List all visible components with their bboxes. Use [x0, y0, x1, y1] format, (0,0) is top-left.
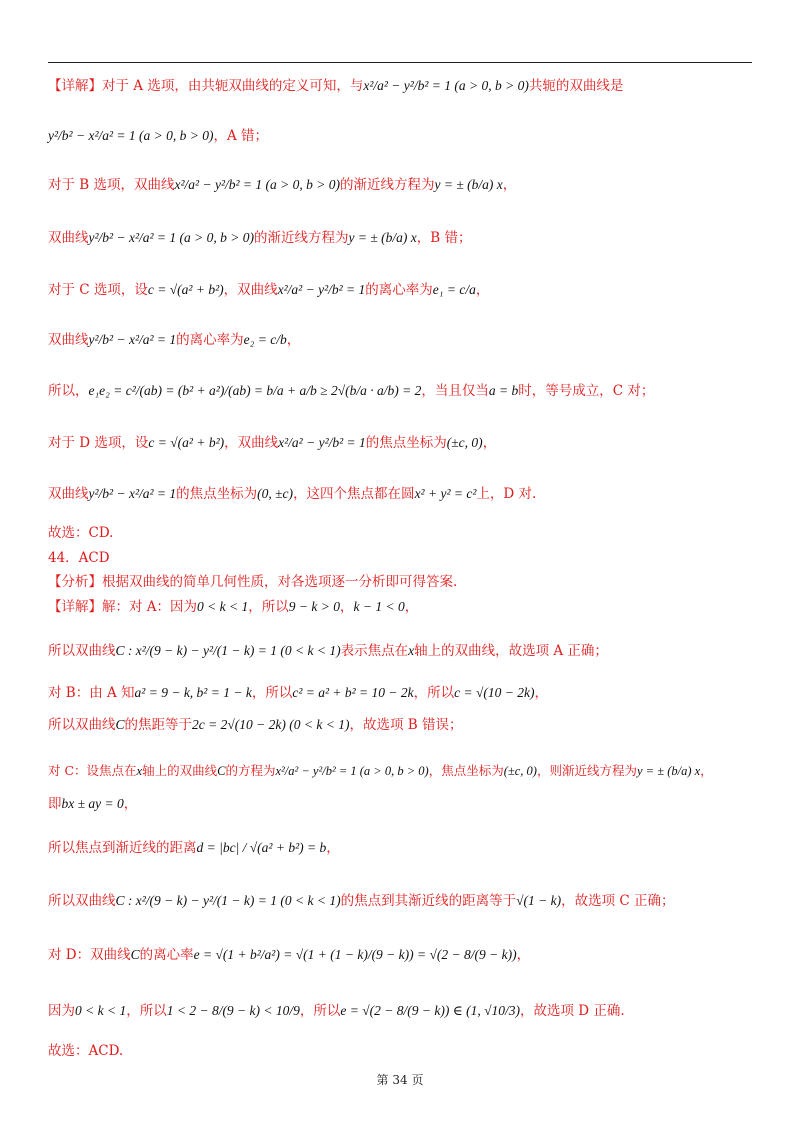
formula: e = √(2 − 8/(9 − k)) ∈ (1, √10/3): [340, 1003, 521, 1018]
text: ，所以: [126, 1003, 167, 1019]
text: ，所以: [251, 685, 293, 701]
formula: x²/a² − y²/b² = 1 (a > 0, b > 0): [363, 78, 529, 93]
text: ，: [700, 763, 713, 778]
text: ，故选项 B 错误；: [349, 717, 463, 733]
formula: y²/b² − x²/a² = 1: [88, 486, 177, 501]
q44-option-d-line-1: [48, 945, 530, 965]
q44-option-b-line-2: [48, 715, 462, 735]
text: ，: [516, 947, 531, 963]
q44-option-c-line-2: [48, 794, 137, 814]
formula: x: [136, 764, 143, 778]
q43-detail-line-7: [48, 381, 654, 401]
formula: y = ± (b/a) x: [348, 230, 417, 245]
text: 对 B：由 A 知: [48, 685, 135, 701]
text: 轴上的双曲线: [142, 763, 218, 778]
header-rule: [48, 62, 752, 63]
text: 所以焦点到渐近线的距离: [48, 840, 197, 856]
formula: 0 < k < 1: [75, 1003, 127, 1018]
text: ，双曲线: [223, 282, 278, 298]
q44-number: 44．ACD: [48, 550, 110, 566]
q43-detail-line-1: [48, 76, 623, 96]
text: ，所以: [248, 599, 289, 615]
formula: a² = 9 − k, b² = 1 − k: [134, 685, 252, 700]
text: ，故选项 D 正确.: [520, 1003, 625, 1019]
text: ，: [326, 840, 340, 856]
formula: y = ± (b/a) x: [434, 177, 503, 192]
formula: C: [217, 764, 226, 778]
text: 的焦点到其渐近线的距离等于: [340, 893, 517, 909]
text: ，双曲线: [224, 435, 279, 451]
q43-detail-line-6: [48, 330, 300, 350]
text: 轴上的双曲线，故选项 A 正确；: [414, 643, 608, 659]
text: 解：对 A：因为: [102, 599, 198, 615]
text: ，: [534, 685, 549, 701]
detail-tag: 【详解】: [48, 78, 102, 94]
formula: y²/b² − x²/a² = 1 (a > 0, b > 0): [88, 230, 254, 245]
formula: x: [408, 643, 415, 658]
formula: 1 < 2 − 8/(9 − k) < 10/9: [166, 1003, 300, 1018]
text: ，: [123, 796, 138, 812]
analysis-tag: 【分析】: [48, 574, 102, 590]
formula: (±c, 0): [503, 764, 537, 778]
formula: e₁e₂ = c²/(ab) = (b² + a²)/(ab) = b/a + a/b ≥ 2√(b/a · a/b) = 2: [88, 383, 422, 398]
text: 对于 B 选项，双曲线: [48, 177, 175, 193]
formula: a = b: [488, 383, 519, 398]
q44-detail-line-1: [48, 597, 418, 617]
q43-detail-line-8: [48, 433, 496, 453]
text: 所以，: [48, 383, 89, 399]
q44-option-d-line-2: [48, 1001, 625, 1021]
formula: 9 − k > 0: [288, 599, 340, 614]
formula: C: [130, 947, 140, 962]
text: ，则渐近线方程为: [536, 763, 637, 778]
formula: C : x²/(9 − k) − y²/(1 − k) = 1 (0 < k < 1): [115, 643, 341, 658]
text: 对 D：双曲线: [48, 947, 131, 963]
text: 的渐近线方程为: [253, 230, 349, 246]
text: 对于 A 选项，由共轭双曲线的定义可知，与: [102, 78, 364, 94]
q43-detail-line-4: [48, 228, 471, 248]
q43-detail-line-9: [48, 484, 536, 504]
formula: 2c = 2√(10 − 2k) (0 < k < 1): [192, 717, 350, 732]
text: ，所以: [413, 685, 455, 701]
text: 所以双曲线: [48, 717, 116, 733]
formula: C: [115, 717, 125, 732]
formula: c = √(a² + b²): [147, 282, 224, 297]
text: 所以双曲线: [48, 893, 116, 909]
formula: (±c, 0): [446, 435, 483, 450]
formula: y = ± (b/a) x: [636, 764, 701, 778]
text: 因为: [48, 1003, 75, 1019]
text: 的方程为: [225, 763, 276, 778]
q44-option-c-line-4: [48, 891, 675, 911]
formula: √(1 − k): [516, 893, 562, 908]
formula: e = √(1 + b²/a²) = √(1 + (1 − k)/(9 − k)) = √(2 − 8/(9 − k)): [193, 947, 517, 962]
text: 所以双曲线: [48, 643, 116, 659]
text: 的离心率为: [365, 282, 433, 298]
formula: x²/a² − y²/b² = 1 (a > 0, b > 0): [275, 764, 429, 778]
q44-option-c-line-1: [48, 761, 713, 781]
text: 对于 D 选项，设: [48, 435, 149, 451]
text: 的离心率: [139, 947, 194, 963]
formula: x²/a² − y²/b² = 1: [277, 282, 366, 297]
formula: y²/b² − x²/a² = 1 (a > 0, b > 0): [48, 128, 214, 143]
text: 的焦距等于: [124, 717, 193, 733]
q43-answer: 故选：CD.: [48, 525, 114, 541]
text: 对于 C 选项，设: [48, 282, 148, 298]
text: ，: [502, 177, 517, 193]
q44-option-a: [48, 641, 608, 661]
q44-option-b-line-1: [48, 683, 548, 703]
text: 的焦点坐标为: [176, 486, 258, 502]
text: 时，等号成立，C 对；: [518, 383, 655, 399]
text: ，: [475, 282, 490, 298]
text: ，A 错；: [213, 128, 269, 144]
formula: d = |bc| / √(a² + b²) = b: [196, 840, 327, 855]
text: ，: [404, 599, 419, 615]
text: ，所以: [299, 1003, 341, 1019]
text: 的焦点坐标为: [365, 435, 447, 451]
formula: y²/b² − x²/a² = 1: [88, 332, 177, 347]
formula: e₁ = c/a: [432, 282, 476, 297]
text: ，: [482, 435, 497, 451]
q44-analysis: [48, 572, 457, 592]
q43-detail-line-2: [48, 126, 268, 146]
formula: 0 < k < 1: [197, 599, 249, 614]
text: ，焦点坐标为: [428, 763, 504, 778]
formula: (0, ±c): [257, 486, 294, 501]
text: ，当且仅当: [421, 383, 489, 399]
q43-detail-line-3: [48, 175, 516, 195]
formula: x²/a² − y²/b² = 1: [278, 435, 366, 450]
text: ，B 错；: [416, 230, 472, 246]
text: ，: [286, 332, 301, 348]
text: 对 C：设焦点在: [48, 763, 137, 778]
formula: k − 1 < 0: [353, 599, 405, 614]
text: ，这四个焦点都在圆: [293, 486, 415, 502]
detail-tag: 【详解】: [48, 599, 102, 615]
q43-detail-line-5: [48, 280, 489, 300]
text: 双曲线: [48, 230, 89, 246]
formula: x²/a² − y²/b² = 1 (a > 0, b > 0): [174, 177, 340, 192]
text: 共轭的双曲线是: [528, 78, 624, 94]
formula: bx ± ay = 0: [61, 796, 124, 811]
text: 双曲线: [48, 486, 89, 502]
text: ，故选项 C 正确；: [561, 893, 675, 909]
text: 上，D 对.: [476, 486, 537, 502]
q44-answer: 故选：ACD.: [48, 1043, 124, 1059]
formula: c = √(a² + b²): [148, 435, 225, 450]
formula: e₂ = c/b: [243, 332, 287, 347]
formula: c = √(10 − 2k): [454, 685, 535, 700]
text: ，: [339, 599, 354, 615]
text: 表示焦点在: [340, 643, 409, 659]
text: 双曲线: [48, 332, 89, 348]
text: 的离心率为: [176, 332, 244, 348]
formula: c² = a² + b² = 10 − 2k: [292, 685, 414, 700]
formula: x² + y² = c²: [414, 486, 477, 501]
text: 的渐近线方程为: [340, 177, 435, 193]
page-footer: 第 34 页: [376, 1073, 424, 1087]
text: 根据双曲线的简单几何性质，对各选项逐一分析即可得答案.: [102, 574, 458, 590]
q44-option-c-line-3: [48, 838, 340, 858]
text: 即: [48, 796, 62, 812]
formula: C : x²/(9 − k) − y²/(1 − k) = 1 (0 < k < 1): [115, 893, 341, 908]
